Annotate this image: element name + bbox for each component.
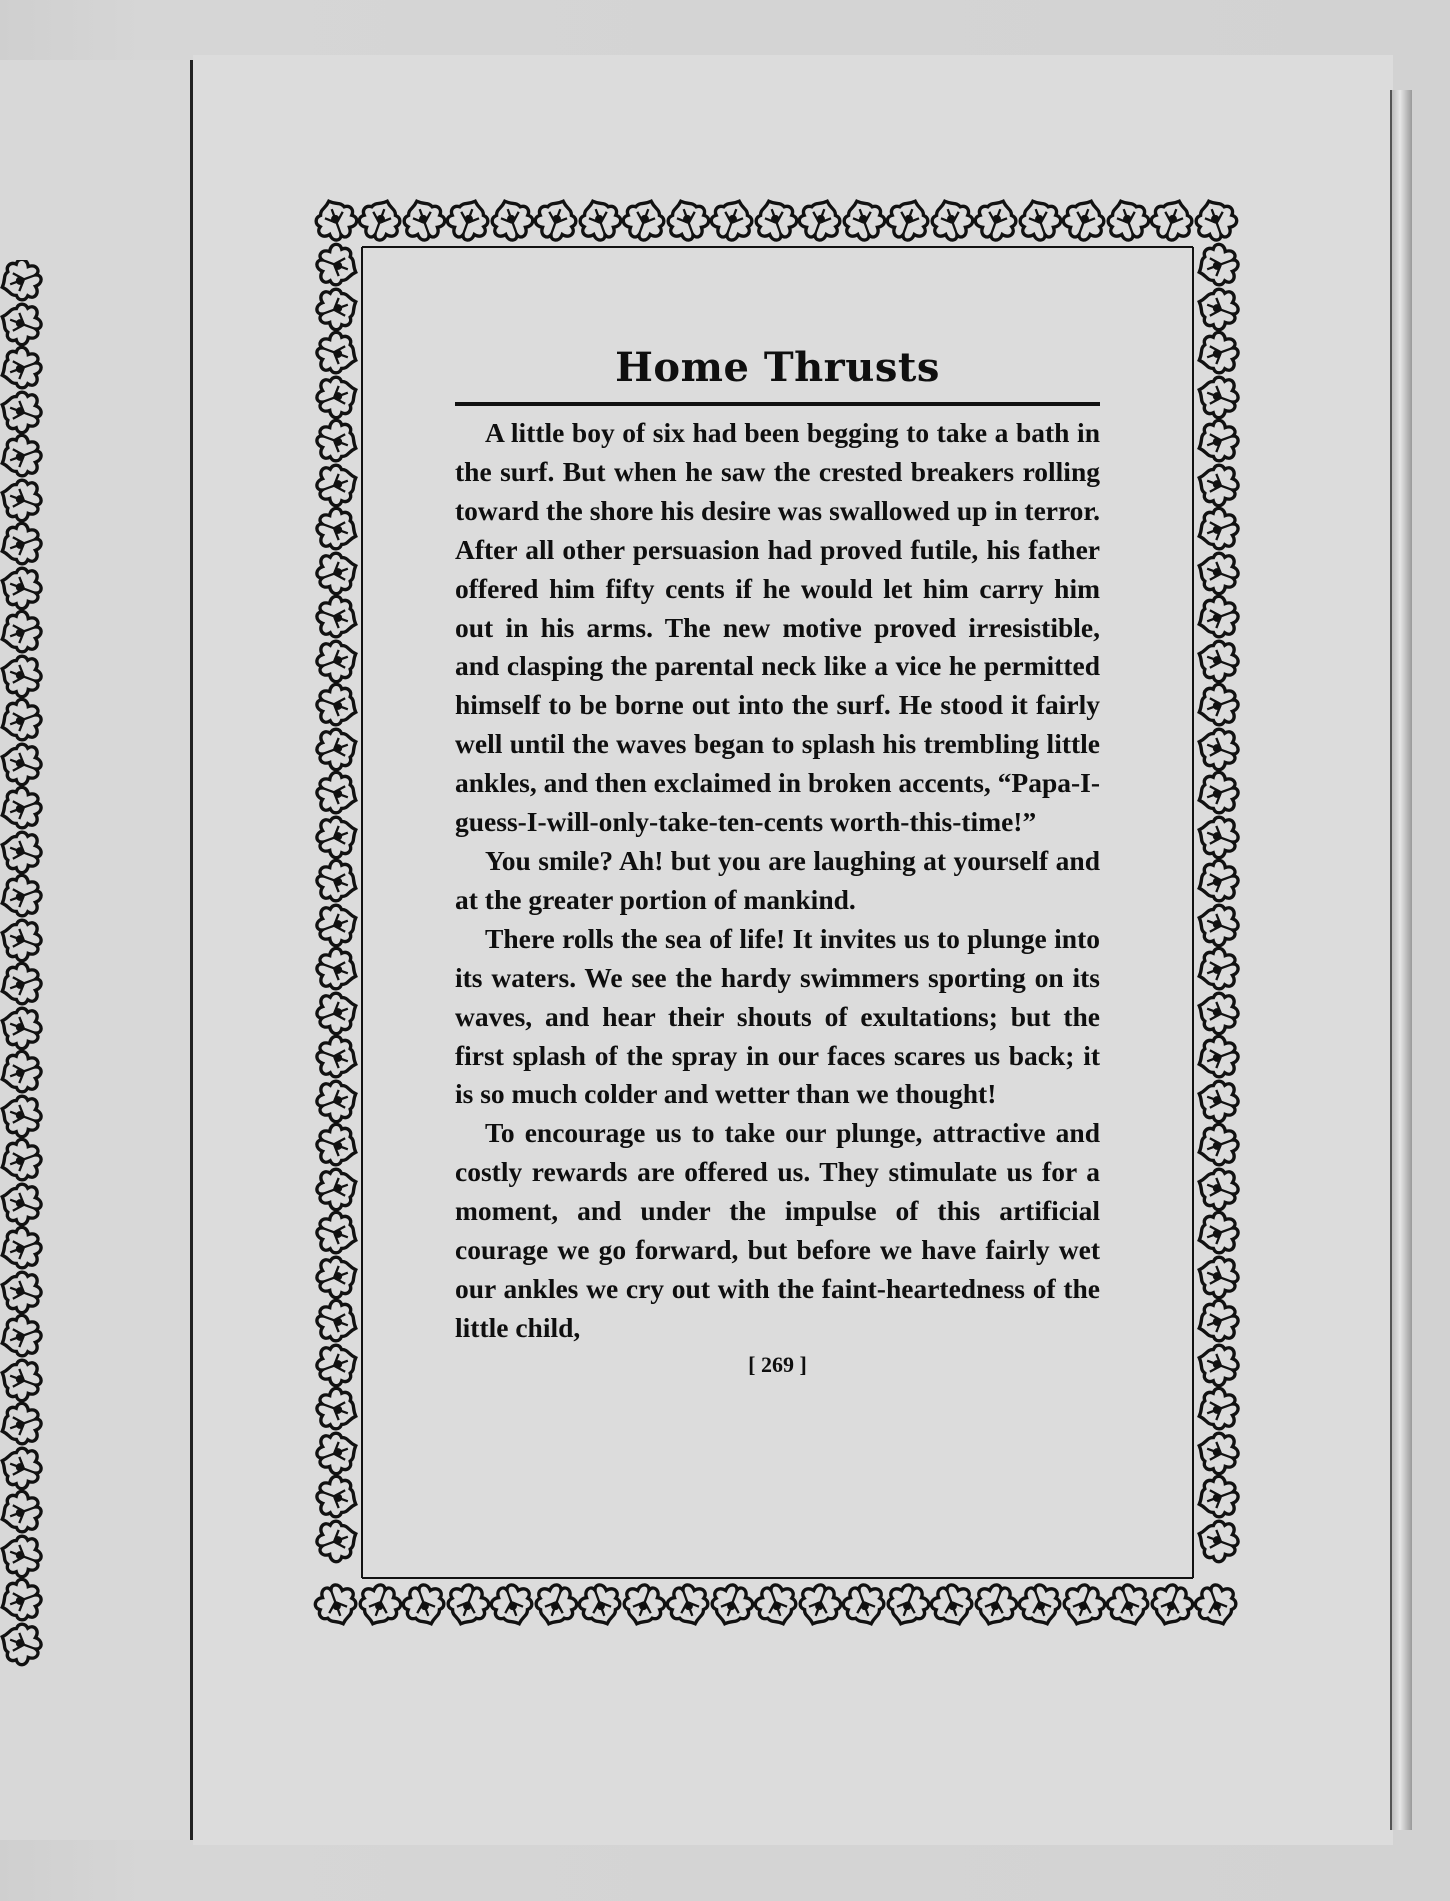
page-title: Home Thrusts xyxy=(615,344,940,391)
page-content xyxy=(455,340,1100,1378)
page-number: [ 269 ] xyxy=(748,1351,807,1377)
paragraph-4: To encourage us to take our plunge, attractive and costly rewards are offered us. They stimulate us for a moment, and under the impulse of this artificial courage we go forward, but before we have fairly wet our ankles we cry out with the faint-heartedness of the little child, xyxy=(455,1117,1100,1343)
page-edge xyxy=(1390,90,1412,1830)
paragraph-3: There rolls the sea of life! It invites us to plunge into its waters. We see the hardy swimmers sporting on its waves, and hear their shouts of exultations; but the first splash of the spray in our faces scares us back; it is so much colder and wetter than we thought! xyxy=(455,922,1100,1110)
paragraph-2: You smile? Ah! but you are laughing at yourself and at the greater portion of mankind. xyxy=(455,844,1100,915)
left-page xyxy=(0,60,193,1840)
paragraph-1: A little boy of six had been begging to take a bath in the surf. But when he saw the crested breakers rolling toward the shore his desire was swallowed up in terror. After all other persuasion had proved futile, his father offered him fifty cents if he would let him carry him out in his arms. The new motive proved irresistible, and clasping the parental neck like a vice he permitted himself to be borne out into the surf. He stood it fairly well until the waves began to splash his trembling little ankles, and then exclaimed in broken accents, “Papa-I-guess-I-will-only-take-ten-cents worth-this-time!” xyxy=(455,417,1101,838)
left-page-border-ornament xyxy=(0,260,58,1680)
title-rule xyxy=(455,402,1100,406)
